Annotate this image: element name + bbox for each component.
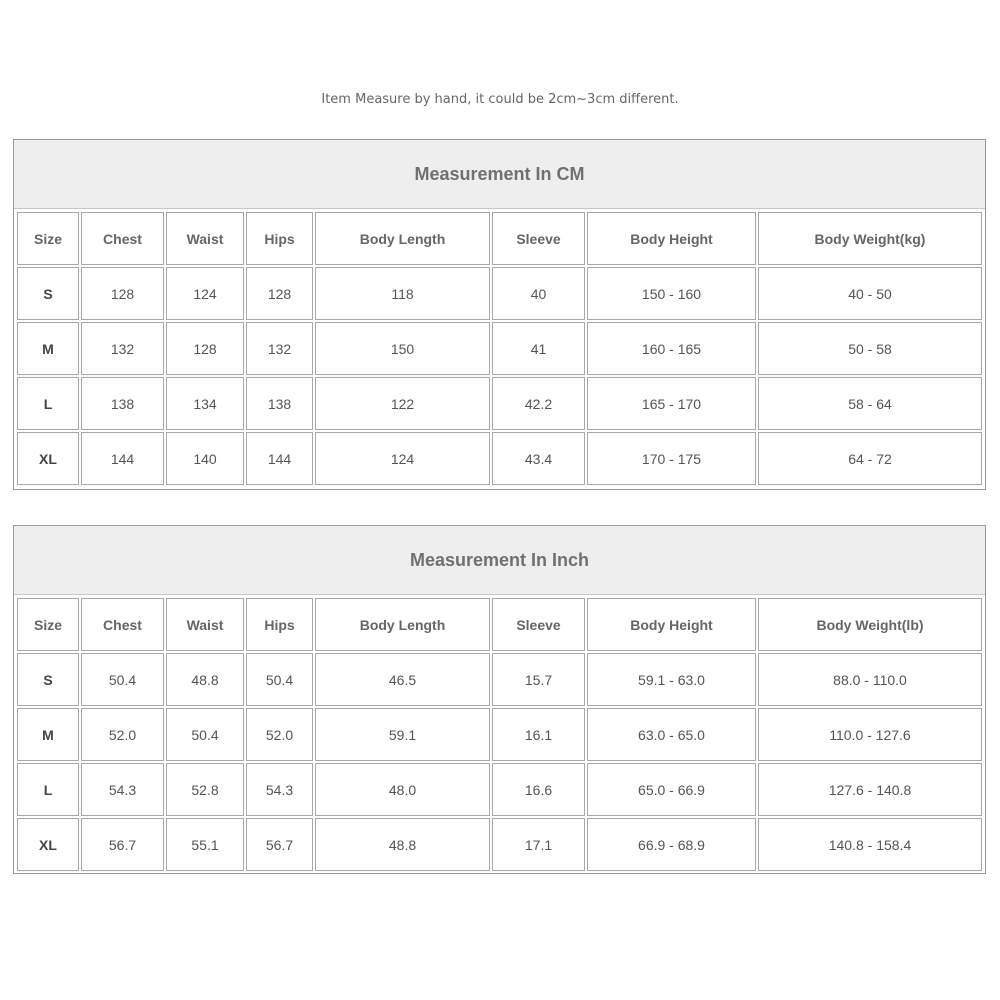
hips-cell: 54.3: [246, 763, 313, 816]
body-length-cell: 46.5: [315, 653, 490, 706]
table-title: Measurement In Inch: [14, 526, 985, 595]
body-length-cell: 48.8: [315, 818, 490, 871]
body-height-cell: 150 - 160: [587, 267, 756, 320]
size-table: [15, 596, 984, 873]
table-row: [17, 653, 982, 706]
sleeve-cell: 43.4: [492, 432, 585, 485]
size-cell: S: [17, 267, 79, 320]
size-cell: XL: [17, 818, 79, 871]
body-weight-cell: 58 - 64: [758, 377, 982, 430]
waist-cell: 140: [166, 432, 244, 485]
body-height-cell: 66.9 - 68.9: [587, 818, 756, 871]
header-body-height: Body Height: [587, 598, 756, 651]
table-row: [17, 377, 982, 430]
body-weight-cell: 50 - 58: [758, 322, 982, 375]
waist-cell: 128: [166, 322, 244, 375]
size-cell: M: [17, 708, 79, 761]
header-chest: Chest: [81, 212, 164, 265]
sleeve-cell: 42.2: [492, 377, 585, 430]
table-row: [17, 818, 982, 871]
size-table: [15, 210, 984, 487]
hips-cell: 144: [246, 432, 313, 485]
body-height-cell: 160 - 165: [587, 322, 756, 375]
hips-cell: 138: [246, 377, 313, 430]
waist-cell: 52.8: [166, 763, 244, 816]
sleeve-cell: 16.1: [492, 708, 585, 761]
chest-cell: 132: [81, 322, 164, 375]
header-body-weight: Body Weight(kg): [758, 212, 982, 265]
size-cell: L: [17, 377, 79, 430]
header-body-length: Body Length: [315, 212, 490, 265]
sleeve-cell: 17.1: [492, 818, 585, 871]
body-length-cell: 124: [315, 432, 490, 485]
sleeve-cell: 41: [492, 322, 585, 375]
table-row: [17, 708, 982, 761]
sleeve-cell: 15.7: [492, 653, 585, 706]
body-weight-cell: 127.6 - 140.8: [758, 763, 982, 816]
body-length-cell: 150: [315, 322, 490, 375]
body-height-cell: 59.1 - 63.0: [587, 653, 756, 706]
chest-cell: 50.4: [81, 653, 164, 706]
body-height-cell: 170 - 175: [587, 432, 756, 485]
header-body-weight: Body Weight(lb): [758, 598, 982, 651]
chest-cell: 54.3: [81, 763, 164, 816]
header-body-length: Body Length: [315, 598, 490, 651]
hips-cell: 128: [246, 267, 313, 320]
waist-cell: 50.4: [166, 708, 244, 761]
table-row: [17, 322, 982, 375]
body-weight-cell: 40 - 50: [758, 267, 982, 320]
hips-cell: 52.0: [246, 708, 313, 761]
table-row: [17, 267, 982, 320]
chest-cell: 56.7: [81, 818, 164, 871]
body-length-cell: 118: [315, 267, 490, 320]
hips-cell: 56.7: [246, 818, 313, 871]
chest-cell: 144: [81, 432, 164, 485]
chest-cell: 52.0: [81, 708, 164, 761]
waist-cell: 134: [166, 377, 244, 430]
table-row: [17, 432, 982, 485]
chest-cell: 138: [81, 377, 164, 430]
waist-cell: 124: [166, 267, 244, 320]
header-waist: Waist: [166, 212, 244, 265]
size-cell: S: [17, 653, 79, 706]
body-weight-cell: 140.8 - 158.4: [758, 818, 982, 871]
size-cell: L: [17, 763, 79, 816]
body-height-cell: 165 - 170: [587, 377, 756, 430]
body-weight-cell: 88.0 - 110.0: [758, 653, 982, 706]
table-row: [17, 763, 982, 816]
header-body-height: Body Height: [587, 212, 756, 265]
waist-cell: 55.1: [166, 818, 244, 871]
body-weight-cell: 64 - 72: [758, 432, 982, 485]
header-row: [17, 212, 982, 265]
header-row: [17, 598, 982, 651]
body-height-cell: 65.0 - 66.9: [587, 763, 756, 816]
table-title: Measurement In CM: [14, 140, 985, 209]
header-hips: Hips: [246, 598, 313, 651]
sleeve-cell: 40: [492, 267, 585, 320]
header-size: Size: [17, 212, 79, 265]
waist-cell: 48.8: [166, 653, 244, 706]
size-cell: XL: [17, 432, 79, 485]
body-length-cell: 59.1: [315, 708, 490, 761]
body-length-cell: 48.0: [315, 763, 490, 816]
size-chart-cm: [13, 139, 986, 490]
header-chest: Chest: [81, 598, 164, 651]
header-sleeve: Sleeve: [492, 212, 585, 265]
body-length-cell: 122: [315, 377, 490, 430]
header-size: Size: [17, 598, 79, 651]
hips-cell: 132: [246, 322, 313, 375]
header-hips: Hips: [246, 212, 313, 265]
header-waist: Waist: [166, 598, 244, 651]
body-height-cell: 63.0 - 65.0: [587, 708, 756, 761]
hips-cell: 50.4: [246, 653, 313, 706]
header-sleeve: Sleeve: [492, 598, 585, 651]
size-cell: M: [17, 322, 79, 375]
body-weight-cell: 110.0 - 127.6: [758, 708, 982, 761]
chest-cell: 128: [81, 267, 164, 320]
measure-note: Item Measure by hand, it could be 2cm~3cm different.: [321, 92, 679, 107]
sleeve-cell: 16.6: [492, 763, 585, 816]
size-chart-inch: [13, 525, 986, 874]
